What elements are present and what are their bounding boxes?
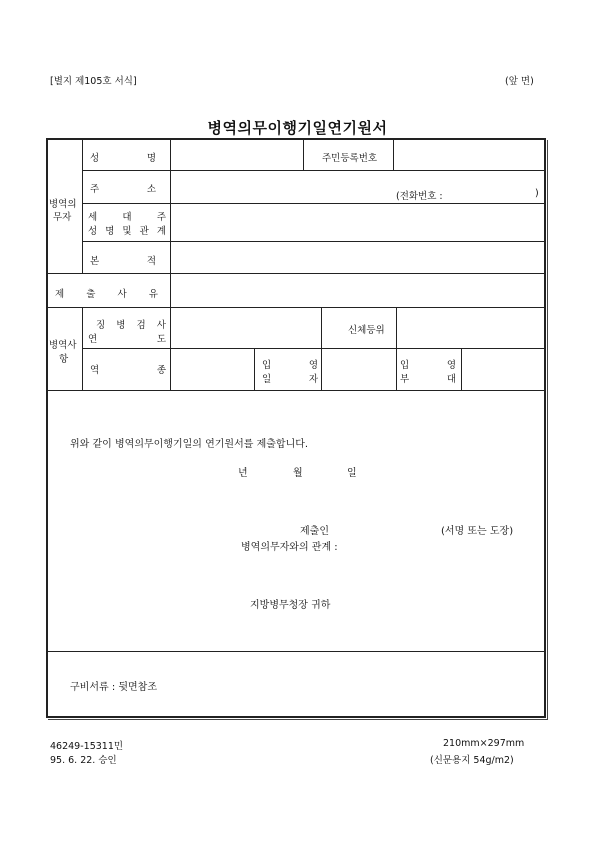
date-year: 년 [238, 468, 248, 479]
rule [396, 307, 397, 390]
applicant-group-label: 무자 [53, 212, 72, 223]
form-title: 병역의무이행기일연기원서 [207, 119, 388, 137]
enlist-date-label-2: 일 자 [262, 374, 318, 385]
submitter-label: 제출인 [300, 526, 329, 537]
approval-date: 95. 6. 22. 승인 [50, 755, 117, 766]
enlist-unit-label-2: 부 대 [400, 374, 456, 385]
exam-year-label: 징 병 검 사 [96, 320, 166, 331]
rule [170, 138, 171, 390]
paper-size: 210mm×297mm [443, 738, 525, 749]
rule [303, 138, 304, 170]
rule [46, 651, 546, 652]
rule [321, 307, 322, 390]
statement-text: 위와 같이 병역의무이행기일의 연기원서를 제출합니다. [70, 439, 309, 450]
date-month: 월 [293, 468, 303, 479]
rule [82, 307, 83, 390]
rule [82, 138, 83, 273]
rule [82, 170, 546, 171]
applicant-group-label: 병역의 [49, 199, 77, 210]
attachments-note: 구비서류 : 뒷면참조 [70, 682, 158, 693]
service-type-label: 역 종 [90, 365, 166, 376]
paper-type: (신문용지 54g/m2) [430, 755, 514, 766]
date-day: 일 [347, 468, 357, 479]
phone-close: ) [535, 188, 539, 199]
address-label: 주 소 [90, 184, 156, 195]
rule [82, 348, 546, 349]
phone-label: (전화번호 : [396, 191, 443, 202]
rule [46, 307, 546, 308]
form-code: 46249-15311민 [50, 741, 124, 752]
name-label: 성 명 [90, 153, 156, 164]
rule [46, 273, 546, 274]
signature-label: (서명 또는 도장) [441, 526, 514, 537]
reason-label: 제 출 사 유 [55, 289, 158, 300]
exam-year-label-2: 연 도 [88, 334, 166, 345]
service-group-label: 병역사 [49, 340, 77, 351]
resident-number-label: 주민등록번호 [322, 153, 378, 164]
rule [46, 390, 546, 391]
registry-label: 본 적 [90, 256, 156, 267]
service-group-label: 항 [59, 354, 69, 365]
form-number: [별지 제105호 서식] [50, 76, 137, 87]
rule [393, 138, 394, 170]
addressee: 지방병무청장 귀하 [250, 600, 331, 611]
rule [254, 348, 255, 390]
rule [82, 203, 546, 204]
rule [82, 241, 546, 242]
rule [461, 348, 462, 390]
householder-relation-label: 성 명 및 관 계 [88, 226, 166, 237]
enlist-date-label: 입 영 [262, 360, 318, 371]
enlist-unit-label: 입 영 [400, 360, 456, 371]
householder-label: 세 대 주 [88, 212, 166, 223]
relation-label: 병역의무자와의 관계 : [241, 542, 338, 553]
physical-grade-label: 신체등위 [348, 325, 385, 336]
page-side: (앞 면) [505, 76, 534, 87]
